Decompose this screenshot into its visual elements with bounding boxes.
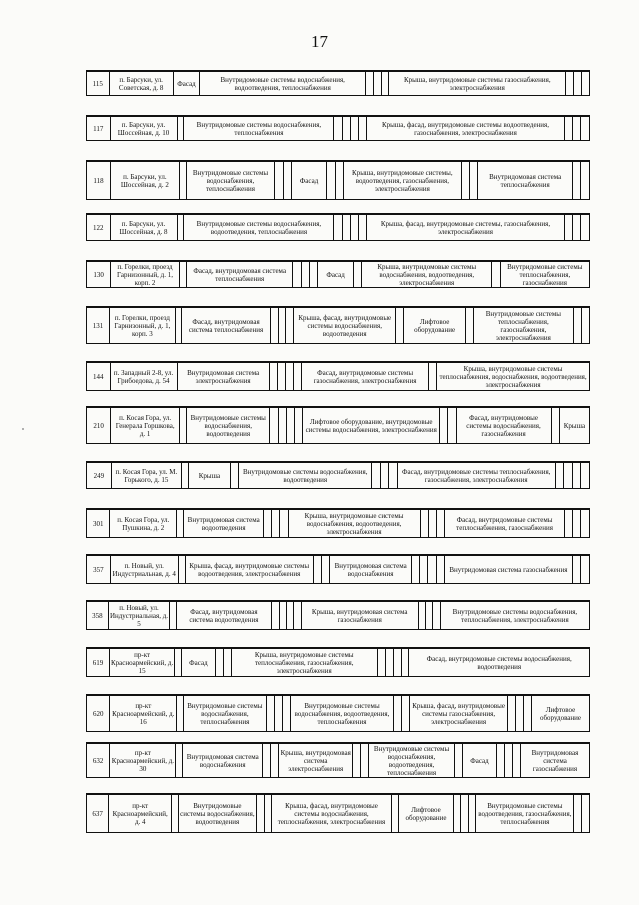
work-type-cell: Крыша, фасад, внутридомовые системы, газоснабжения, электроснабжения [366, 215, 564, 241]
schedule-row-619 [86, 647, 590, 677]
empty-year-cell [428, 556, 436, 584]
empty-year-cell [428, 510, 436, 538]
empty-year-cell [551, 408, 559, 444]
work-type-cell: Внутридомовая система электроснабжения [177, 363, 269, 391]
empty-year-cell [402, 696, 410, 732]
empty-year-cell [505, 744, 513, 778]
empty-year-cell [274, 696, 282, 732]
empty-year-cell [581, 308, 589, 344]
empty-year-cell [401, 649, 409, 677]
address-cell: п. Косая Гора, ул. Пушкина, д. 2 [110, 510, 177, 538]
empty-year-cell [580, 463, 589, 489]
work-type-cell: Фасад [462, 744, 496, 778]
work-type-cell: Фасад, внутридомовые системы водоснабжения, газоснабжения [456, 408, 551, 444]
empty-year-cell [294, 602, 301, 630]
empty-year-cell [263, 744, 271, 778]
schedule-row-118 [86, 160, 590, 200]
work-type-cell: Внутридомовая система водоотведения [184, 510, 264, 538]
schedule-row-122 [86, 213, 590, 241]
empty-year-cell [293, 262, 301, 288]
empty-year-cell [179, 262, 186, 288]
schedule-row-210 [86, 406, 590, 444]
empty-year-cell [372, 463, 380, 489]
empty-year-cell [507, 696, 515, 732]
empty-year-cell [470, 162, 478, 200]
empty-year-cell [358, 215, 366, 241]
empty-year-cell [454, 744, 462, 778]
empty-year-cell [257, 795, 265, 833]
empty-year-cell [581, 510, 589, 538]
schedule-table [87, 362, 589, 390]
empty-year-cell [573, 72, 581, 96]
work-type-cell: Внутридомовые системы водоснабжения, водоотведения [239, 463, 372, 489]
schedule-table [87, 214, 589, 240]
work-type-cell: Внутридомовые системы водоснабжения, водоотведения, теплоснабжения [290, 696, 393, 732]
schedule-table [87, 116, 589, 140]
work-type-cell: Внутридомовые системы теплоснабжения, газоснабжения [500, 262, 589, 288]
empty-year-cell [581, 162, 589, 200]
row-number: 117 [87, 117, 110, 141]
schedule-row-115 [86, 70, 590, 96]
empty-year-cell [523, 696, 531, 732]
empty-year-cell [572, 463, 580, 489]
work-type-cell: Внутридомовые системы водоснабжения, водоотведения [178, 795, 256, 833]
row-number: 620 [87, 696, 110, 732]
empty-year-cell [358, 117, 366, 141]
empty-year-cell [335, 162, 343, 200]
empty-year-cell [564, 463, 572, 489]
empty-year-cell [515, 696, 523, 732]
address-cell: п. Горелки, проезд Гарнизонный, д. 1, корп. 3 [110, 308, 176, 344]
empty-year-cell [555, 463, 563, 489]
schedule-table [87, 743, 589, 777]
empty-year-cell [277, 363, 285, 391]
empty-year-cell [581, 72, 589, 96]
address-cell: пр-кт Красноармейский, д. 15 [111, 650, 174, 675]
empty-year-cell [264, 510, 272, 538]
schedule-table [87, 695, 589, 731]
empty-year-cell [286, 308, 294, 344]
empty-year-cell [461, 795, 469, 833]
empty-year-cell [182, 463, 189, 489]
work-type-cell: Крыша [559, 408, 589, 444]
empty-year-cell [280, 510, 288, 538]
address-cell: п. Западный 2-8, ул. Грибоедова, д. 54 [110, 363, 177, 391]
address-cell: п. Новый, ул. Индустриальная, д. 4 [110, 556, 178, 584]
empty-year-cell [278, 308, 286, 344]
schedule-table [87, 648, 589, 676]
empty-year-cell [573, 117, 581, 141]
work-type-cell: Лифтовое оборудование [532, 696, 589, 732]
empty-year-cell [381, 72, 389, 96]
empty-year-cell [230, 463, 238, 489]
empty-year-cell [286, 408, 294, 444]
empty-year-cell [396, 308, 404, 344]
empty-year-cell [565, 510, 573, 538]
empty-year-cell [178, 556, 185, 584]
address-cell: п. Барсуки, ул. Шоссейная, д. 8 [110, 215, 177, 241]
work-type-cell: Внутридомовая система водоснабжения [330, 556, 412, 584]
work-type-cell: Фасад [182, 649, 216, 677]
schedule-table [87, 509, 589, 537]
empty-year-cell [327, 162, 335, 200]
work-type-cell: Внутридомовые системы водоснабжения, теплоснабжения, электроснабжения [440, 602, 589, 630]
empty-year-cell [436, 510, 444, 538]
empty-year-cell [426, 602, 433, 630]
work-type-cell: Крыша, фасад, внутридомовые системы водоотведения, газоснабжения, электроснабжения [366, 117, 564, 141]
schedule-row-637 [86, 793, 590, 833]
row-number: 358 [87, 602, 108, 630]
empty-year-cell [466, 308, 474, 344]
row-number: 637 [87, 795, 109, 833]
row-number: 210 [87, 408, 111, 444]
empty-year-cell [461, 162, 469, 200]
row-number: 115 [87, 72, 109, 96]
work-type-cell: Внутридомовые системы водоснабжения, теплоснабжения [184, 696, 267, 732]
empty-year-cell [574, 795, 582, 833]
empty-year-cell [566, 72, 574, 96]
work-type-cell: Фасад [173, 72, 200, 96]
work-type-cell: Внутридомовая система теплоснабжения [478, 162, 573, 200]
empty-year-cell [287, 602, 294, 630]
address-cell: п. Барсуки, ул. Советская, д. 8 [109, 72, 173, 96]
schedule-table [87, 462, 589, 488]
empty-year-cell [264, 795, 272, 833]
schedule-table [87, 307, 589, 343]
empty-year-cell [513, 744, 521, 778]
row-number: 122 [87, 215, 110, 241]
empty-year-cell [448, 408, 456, 444]
work-type-cell: Крыша, фасад, внутридомовые системы водоснабжения, теплоснабжения, электроснабжения [272, 795, 392, 833]
work-type-cell: Внутридомовые системы водоотведения, газоснабжения, теплоснабжения [476, 795, 574, 833]
empty-year-cell [177, 510, 184, 538]
empty-year-cell [350, 215, 358, 241]
empty-year-cell [393, 649, 401, 677]
empty-year-cell [313, 556, 321, 584]
empty-year-cell [433, 602, 440, 630]
row-number: 357 [87, 556, 110, 584]
empty-year-cell [177, 215, 184, 241]
work-type-cell: Крыша, фасад, внутридомовые системы газоснабжения, электроснабжения [410, 696, 508, 732]
work-type-cell: Фасад [318, 262, 354, 288]
empty-year-cell [377, 649, 385, 677]
work-type-cell: Крыша, внутридомовая система электроснабжения [279, 744, 353, 778]
row-number: 144 [87, 363, 110, 391]
empty-year-cell [418, 602, 425, 630]
empty-year-cell [429, 363, 437, 391]
empty-year-cell [385, 649, 393, 677]
page-number: 17 [311, 32, 328, 51]
empty-year-cell [581, 117, 589, 141]
empty-year-cell [573, 556, 581, 584]
row-number: 130 [87, 262, 111, 288]
empty-year-cell [492, 262, 500, 288]
empty-year-cell [275, 162, 283, 200]
empty-year-cell [310, 262, 318, 288]
empty-year-cell [420, 556, 428, 584]
empty-year-cell [350, 117, 358, 141]
empty-year-cell [177, 117, 184, 141]
work-type-cell: Крыша [189, 463, 230, 489]
empty-year-cell [573, 510, 581, 538]
empty-year-cell [278, 408, 286, 444]
schedule-row-620 [86, 694, 590, 732]
schedule-table [87, 555, 589, 583]
empty-year-cell [565, 117, 573, 141]
schedule-table [87, 601, 589, 629]
row-number: 131 [87, 308, 110, 344]
work-type-cell: Внутридомовые системы водоснабжения, водоотведения, теплоснабжения [200, 72, 366, 96]
work-type-cell: Крыша, внутридомовые системы, водоотведения, газоснабжения, электроснабжения [343, 162, 461, 200]
scan-dot [22, 428, 24, 430]
empty-year-cell [271, 744, 279, 778]
work-type-cell: Внутридомовые системы водоснабжения, теплоснабжения [184, 117, 334, 141]
schedule-row-144 [86, 361, 590, 391]
empty-year-cell [177, 696, 184, 732]
empty-year-cell [497, 744, 505, 778]
work-type-cell: Внутридомовая система газоснабжения [521, 744, 590, 778]
work-type-cell: Крыша, фасад, внутридомовые системы водоотведения, электроснабжения [185, 556, 313, 584]
work-type-cell: Крыша, внутридомовые системы теплоснабжения, газоснабжения, электроснабжения [231, 649, 377, 677]
work-type-cell: Крыша, внутридомовые системы теплоснабжения, водоснабжения, водоотведения, электроснабжения [437, 363, 589, 391]
work-type-cell: Внутридомовая система водоснабжения [183, 744, 263, 778]
schedule-table [87, 71, 589, 95]
work-type-cell: Лифтовое оборудование, внутридомовые системы водоснабжения, электроснабжения [303, 408, 440, 444]
schedule-row-130 [86, 260, 590, 288]
schedule-row-249 [86, 461, 590, 489]
empty-year-cell [270, 408, 278, 444]
work-type-cell: Фасад, внутридомовая система водоотведения [176, 602, 272, 630]
empty-year-cell [179, 162, 186, 200]
empty-year-cell [573, 215, 581, 241]
empty-year-cell [573, 308, 581, 344]
empty-year-cell [361, 744, 369, 778]
empty-year-cell [436, 556, 444, 584]
empty-year-cell [175, 649, 182, 677]
address-cell: пр-кт Красноармейский, д. 30 [110, 744, 176, 778]
empty-year-cell [412, 556, 420, 584]
empty-year-cell [215, 649, 223, 677]
address-cell: п. Барсуки, ул. Шоссейная, д. 2 [111, 162, 180, 200]
empty-year-cell [180, 408, 187, 444]
work-type-cell: Фасад, внутридомовые системы теплоснабжения, газоснабжения, электроснабжения [397, 463, 555, 489]
work-type-cell: Фасад, внутридомовые системы газоснабжения, электроснабжения [302, 363, 429, 391]
row-number: 249 [87, 463, 111, 489]
empty-year-cell [294, 363, 302, 391]
work-type-cell: Лифтовое оборудование [404, 308, 466, 344]
empty-year-cell [353, 744, 361, 778]
work-type-cell: Фасад, внутридомовые системы теплоснабжения, газоснабжения [444, 510, 565, 538]
schedule-table [87, 161, 589, 199]
empty-year-cell [223, 649, 231, 677]
work-type-cell: Фасад [291, 162, 326, 200]
empty-year-cell [353, 262, 361, 288]
empty-year-cell [420, 510, 428, 538]
schedule-row-632 [86, 742, 590, 778]
work-type-cell: Внутридомовые системы теплоснабжения, газоснабжения, электроснабжения [474, 308, 574, 344]
row-number: 118 [87, 162, 111, 200]
schedule-table [87, 794, 589, 832]
address-cell: пр-кт Красноармейский, д. 4 [109, 795, 172, 833]
work-type-cell: Внутридомовые системы водоснабжения, водоотведения [187, 408, 270, 444]
empty-year-cell [439, 408, 447, 444]
work-type-cell: Крыша, внутридомовая система газоснабжения [301, 602, 418, 630]
schedule-table [87, 407, 589, 443]
empty-year-cell [380, 463, 388, 489]
empty-year-cell [279, 602, 286, 630]
work-type-cell: Крыша, внутридомовые системы водоснабжения, водоотведения, электроснабжения [288, 510, 420, 538]
schedule-row-131 [86, 306, 590, 344]
work-type-cell: Внутридомовые системы водоснабжения, водоотведения, теплоснабжения [369, 744, 455, 778]
work-type-cell: Внутридомовые системы водоснабжения, водоотведения, теплоснабжения [184, 215, 334, 241]
work-type-cell: Фасад, внутридомовая система теплоснабжения [182, 308, 270, 344]
schedule-table [87, 261, 589, 287]
work-type-cell: Лифтовое оборудование [399, 795, 453, 833]
schedule-row-357 [86, 554, 590, 584]
schedule-row-301 [86, 508, 590, 538]
empty-year-cell [373, 72, 381, 96]
empty-year-cell [269, 363, 277, 391]
empty-year-cell [389, 463, 397, 489]
work-type-cell: Крыша, внутридомовые системы водоснабжения, водоотведения, электроснабжения [362, 262, 492, 288]
empty-year-cell [283, 162, 291, 200]
row-number: 632 [87, 744, 110, 778]
empty-year-cell [391, 795, 399, 833]
empty-year-cell [572, 162, 580, 200]
empty-year-cell [285, 363, 293, 391]
work-type-cell: Фасад, внутридомовая система теплоснабжения [186, 262, 293, 288]
empty-year-cell [394, 696, 402, 732]
empty-year-cell [342, 117, 350, 141]
address-cell: п. Новый, ул. Индустриальная, д. 5 [109, 603, 169, 628]
work-type-cell: Внутридомовая система газоснабжения [444, 556, 572, 584]
empty-year-cell [322, 556, 330, 584]
work-type-cell: Фасад, внутридомовые системы водоснабжения, водоотведения [409, 649, 589, 677]
work-type-cell: Крыша, внутридомовые системы газоснабжения, электроснабжения [389, 72, 566, 96]
address-cell: пр-кт Красноармейский, д. 16 [110, 696, 177, 732]
empty-year-cell [334, 215, 342, 241]
empty-year-cell [581, 795, 589, 833]
empty-year-cell [468, 795, 476, 833]
empty-year-cell [282, 696, 290, 732]
address-cell: п. Косая Гора, ул. М. Горького, д. 15 [111, 463, 181, 489]
schedule-row-358 [86, 600, 590, 630]
empty-year-cell [453, 795, 461, 833]
row-number: 619 [87, 649, 110, 677]
empty-year-cell [272, 602, 279, 630]
address-cell: п. Барсуки, ул. Шоссейная, д. 10 [110, 117, 177, 141]
work-type-cell: Внутридомовые системы водоснабжения, теплоснабжения [186, 162, 275, 200]
empty-year-cell [175, 308, 182, 344]
empty-year-cell [342, 215, 350, 241]
work-type-cell: Крыша, фасад, внутридомовые системы водоснабжения, водоотведения [294, 308, 396, 344]
empty-year-cell [366, 72, 374, 96]
empty-year-cell [272, 510, 280, 538]
empty-year-cell [176, 744, 183, 778]
empty-year-cell [295, 408, 303, 444]
empty-year-cell [334, 117, 342, 141]
address-cell: п. Косая Гора, ул. Генерала Горшкова, д. 1 [111, 408, 180, 444]
empty-year-cell [266, 696, 274, 732]
empty-year-cell [581, 215, 589, 241]
empty-year-cell [270, 308, 278, 344]
schedule-row-117 [86, 115, 590, 141]
empty-year-cell [565, 215, 573, 241]
row-number: 301 [87, 510, 110, 538]
empty-year-cell [581, 556, 589, 584]
empty-year-cell [301, 262, 309, 288]
address-cell: п. Горелки, проезд Гарнизонный, д. 1, корп. 2 [111, 262, 180, 288]
